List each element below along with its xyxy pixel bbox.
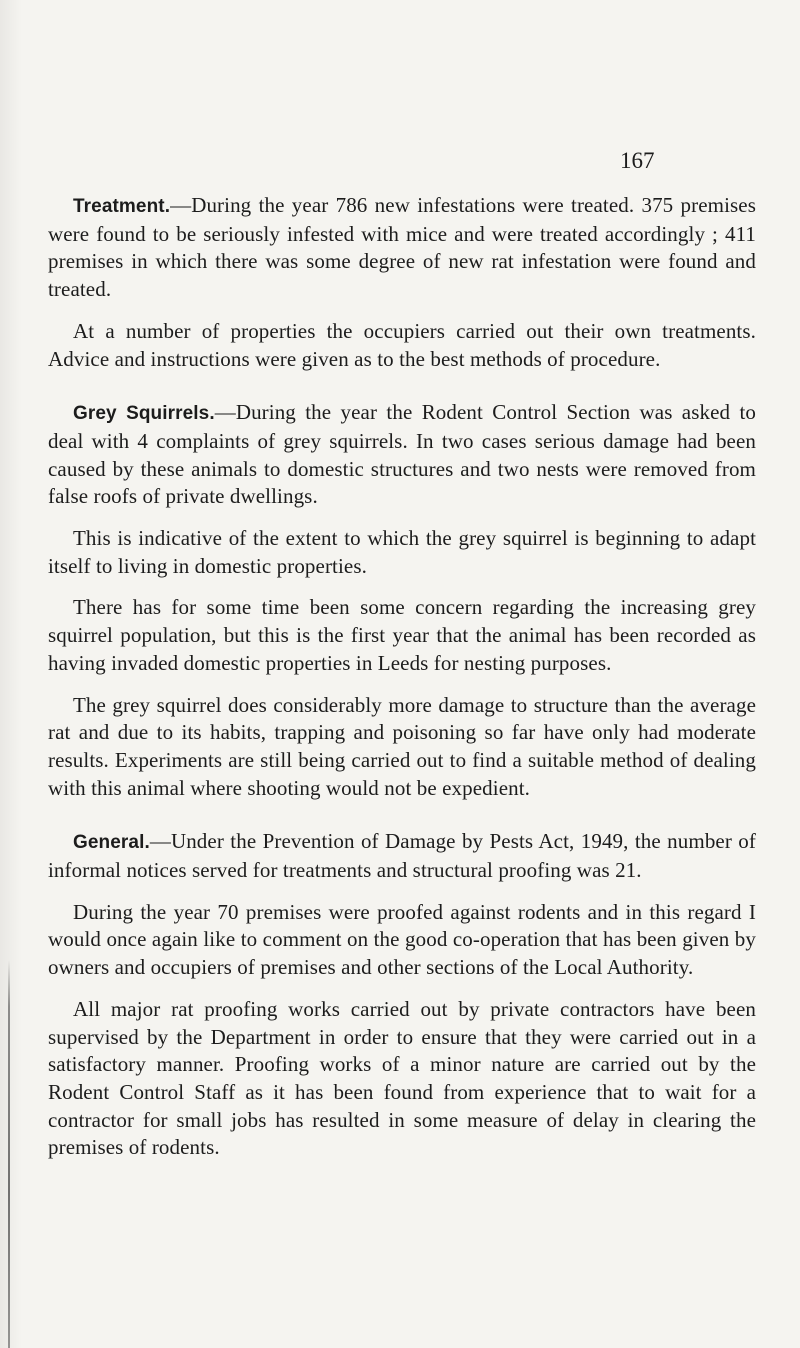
paragraph: The grey squirrel does considerably more damage to structure than the average rat and due to its habits, trapping and poisoning so far have only had moderate results. Experiments are still being carried out to find a suitable method of dealing with this animal where shooting would not be expedient. <box>48 692 756 800</box>
paragraph: All major rat proofing works carried out by private contractors have been supervised by the Department in order to ensure that they were carried out in a satisfactory manner. Proofing works of a minor nature are carried out by the Rodent Control Staff as it has been found from experience that to wait for a contractor for small jobs has resulted in some measure of delay in clearing the premises of rodents. <box>48 996 756 1160</box>
section-general <box>48 828 756 1162</box>
paragraph <box>48 399 756 511</box>
section-grey-squirrels <box>48 399 756 802</box>
section-heading: Grey Squirrels. <box>73 403 215 425</box>
paragraph <box>48 192 756 304</box>
paragraph: This is indicative of the extent to which the grey squirrel is beginning to adapt itself to living in domestic properties. <box>48 526 756 578</box>
paragraph-text: —Under the Prevention of Damage by Pests Act, 1949, the number of informal notices served for treatments and structural proofing was 21. <box>48 829 756 883</box>
page-number: 167 <box>620 148 655 173</box>
paragraph: There has for some time been some concern regarding the increasing grey squirrel population, but this is the first year that the animal has been recorded as having invaded domestic properties in Leeds for nesting purposes. <box>48 595 756 675</box>
section-treatment <box>48 192 756 373</box>
binding-shadow-line <box>8 960 10 1348</box>
page-body <box>48 192 756 1162</box>
paragraph <box>48 828 756 884</box>
section-heading: Treatment. <box>73 196 171 217</box>
paragraph-text: —During the year the Rodent Control Section was asked to deal with 4 complaints of grey squirrels. In two cases serious damage had been caused by these animals to domestic structures and two nests were removed from false roofs of private dwellings. <box>48 400 756 509</box>
paragraph-text: —During the year 786 new infestations were treated. 375 premises were found to be seriously infested with mice and were treated accordingly ; 411 premises in which there was some degree of new rat infestation were found and treated. <box>48 193 756 302</box>
section-heading: General. <box>73 832 150 854</box>
paragraph: During the year 70 premises were proofed against rodents and in this regard I would once again like to comment on the good co-operation that has been given by owners and occupiers of premises and other sections of the Local Authority. <box>48 899 756 980</box>
paragraph: At a number of properties the occupiers carried out their own treatments. Advice and instructions were given as to the best methods of procedure. <box>48 318 756 371</box>
